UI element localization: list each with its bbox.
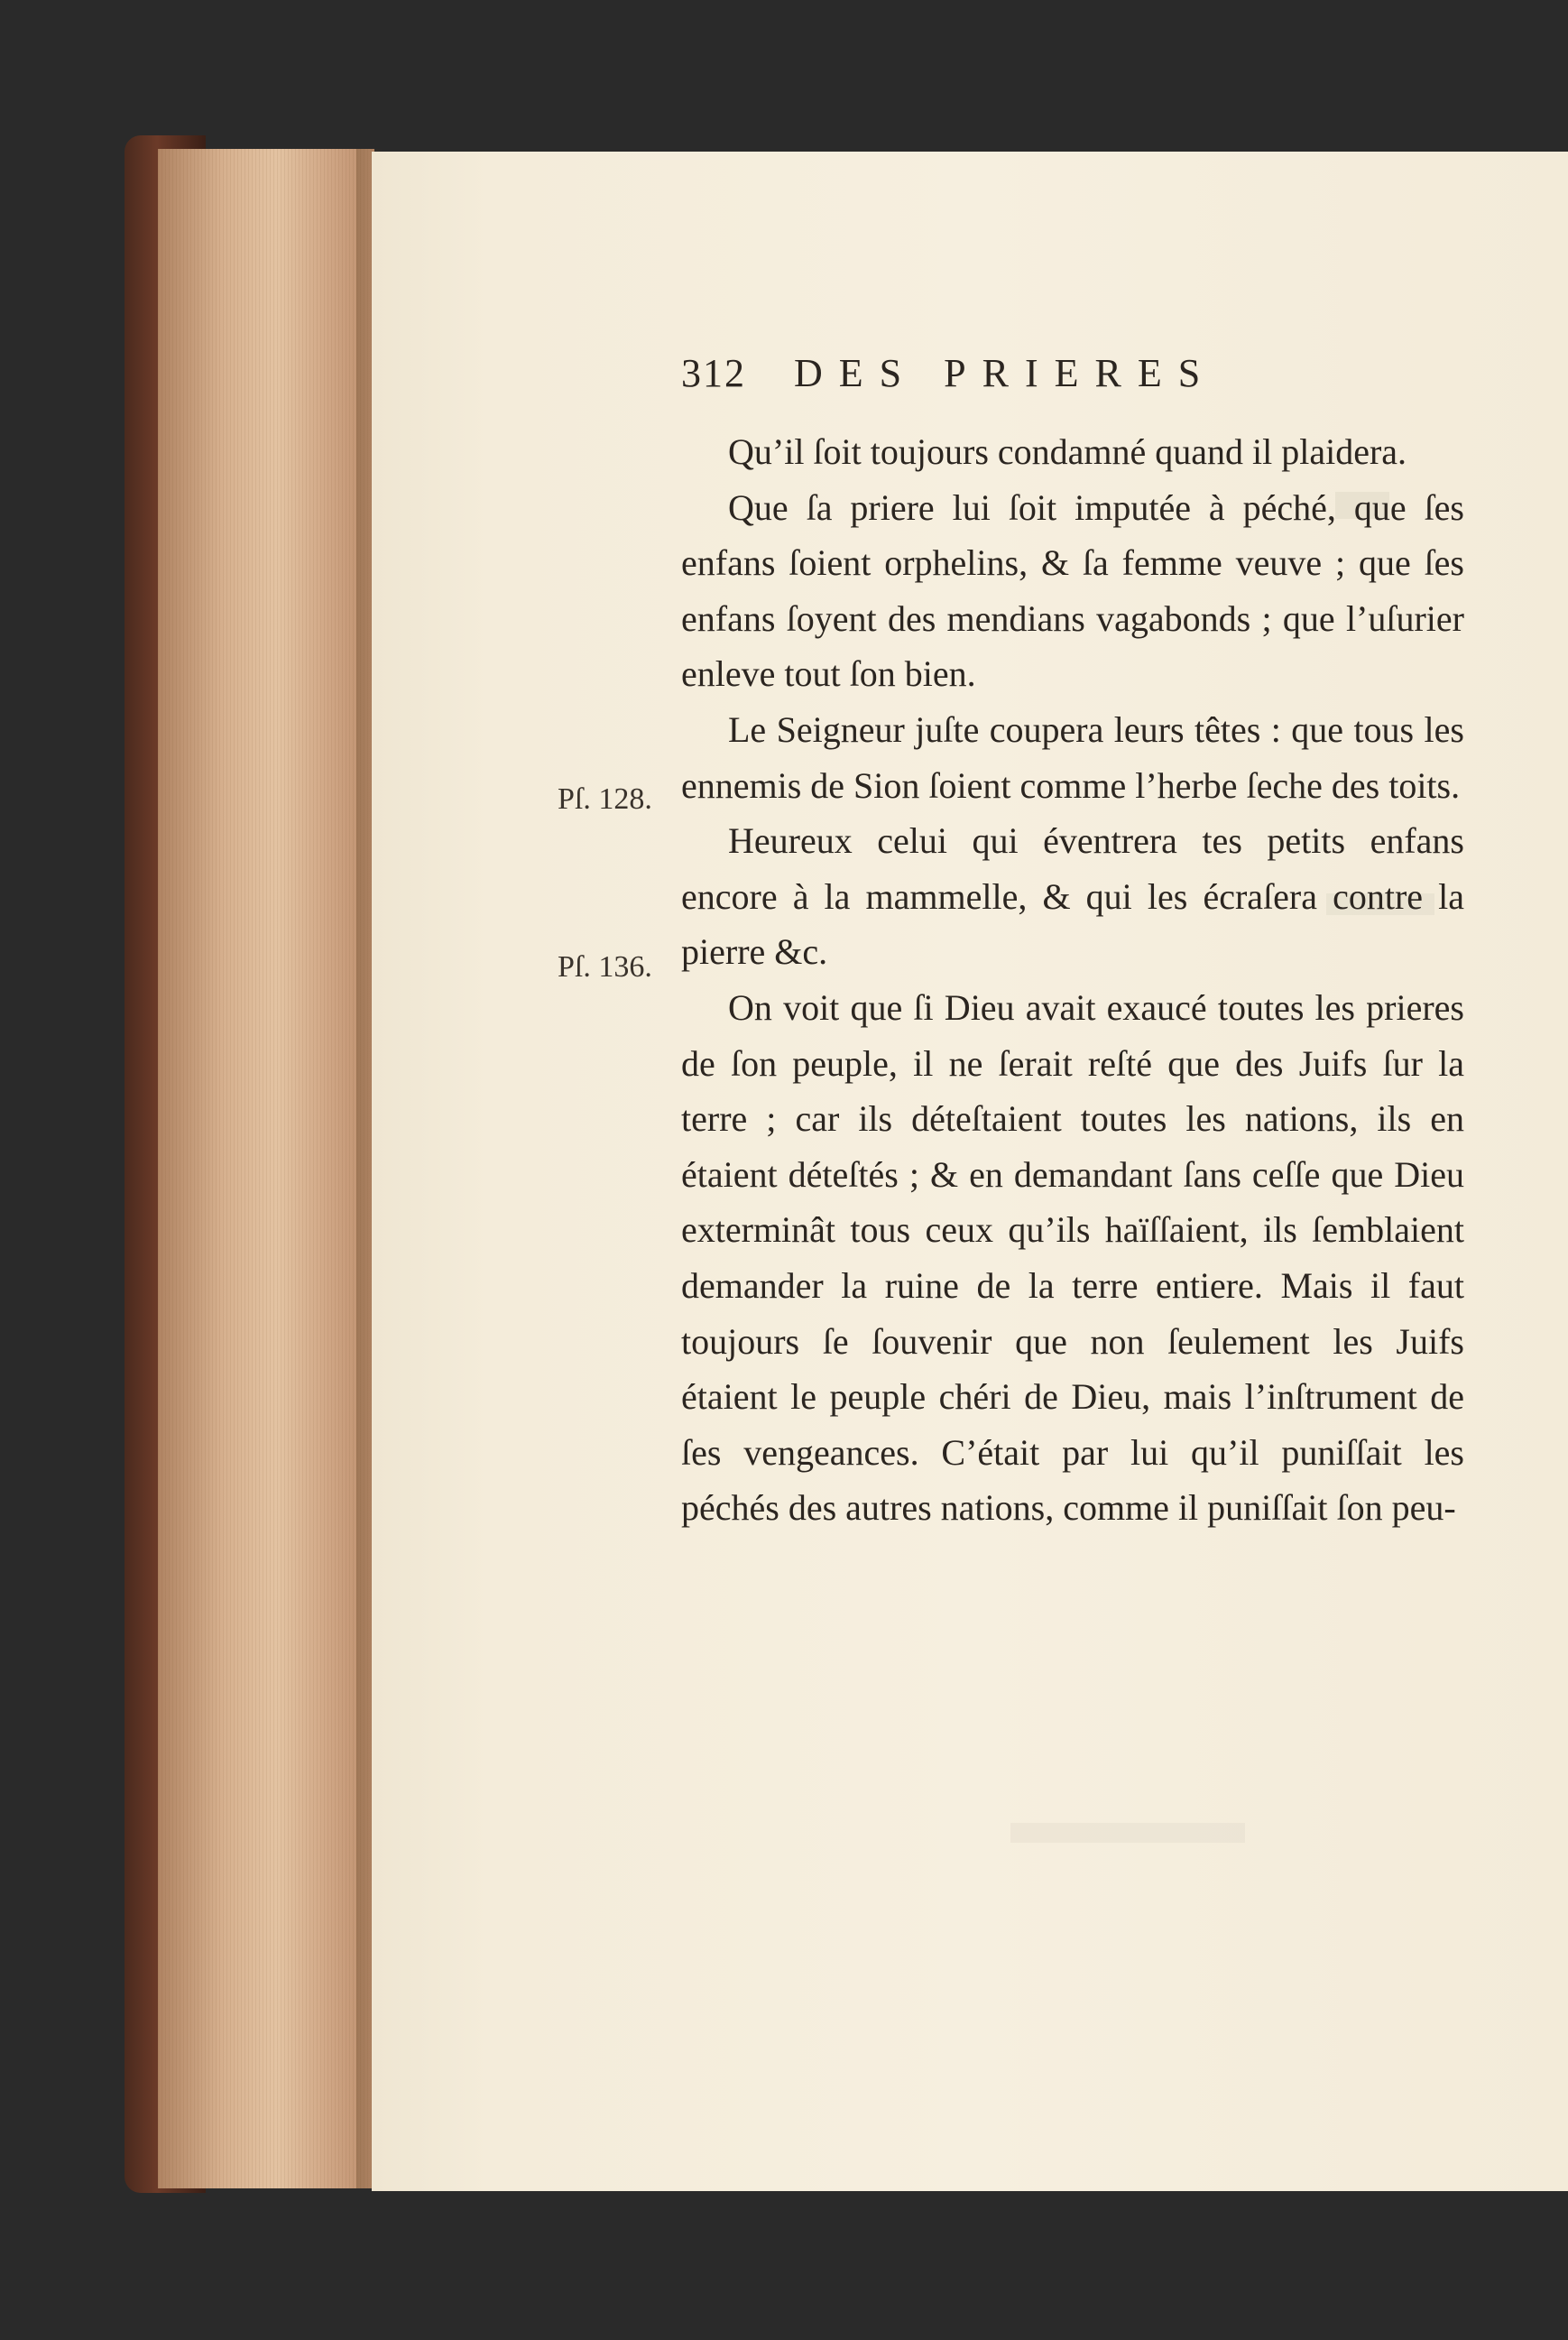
paragraph-1: Qu’il ſoit toujours condamné quand il plaidera. (728, 431, 1407, 472)
margin-note-ps136: Pſ. 136. (558, 950, 652, 984)
body-text (681, 424, 1464, 1536)
running-title: DES PRIERES (794, 351, 1217, 395)
paragraph-5: On voit que ſi Dieu avait exaucé toutes les prieres de ſon peuple, il ne ſerait reſté que des Juifs ſur la terre ; car ils déteſtaient toutes les nations, ils en étaient déteſtés ; & en demandant ſans ceſſe que Dieu exterminât tous ceux qu’ils haïſſaient, ils ſemblaient demander la ruine de la terre entiere. Mais il faut toujours ſe ſouvenir que non ſeulement les Juifs étaient le peuple chéri de Dieu, mais l’inſtrument de ſes vengeances. C’était par lui qu’il puniſſait les péchés des autres nations, comme il puniſſait ſon peu- (681, 986, 1464, 1529)
running-head (681, 350, 1216, 396)
paragraph-2: Que ſa priere lui ſoit imputée à péché, que ſes enfans ſoient orphelins, & ſa femme veuve ; que ſes enfans ſoyent des mendians vagabonds ; que l’uſurier enleve tout ſon bien. (681, 486, 1464, 695)
page-block-edge (158, 149, 374, 2188)
paragraph-4: Heureux celui qui éventrera tes petits enfans encore à la mammelle, & qui les écraſera contre la pierre &c. (681, 820, 1464, 973)
page-number: 312 (681, 351, 746, 395)
paragraph-3: Le Seigneur juſte coupera leurs têtes : que tous les ennemis de Sion ſoient comme l’herbe ſeche des toits. (681, 708, 1464, 806)
show-through-3 (1010, 1823, 1245, 1843)
margin-note-ps128: Pſ. 128. (558, 782, 652, 816)
